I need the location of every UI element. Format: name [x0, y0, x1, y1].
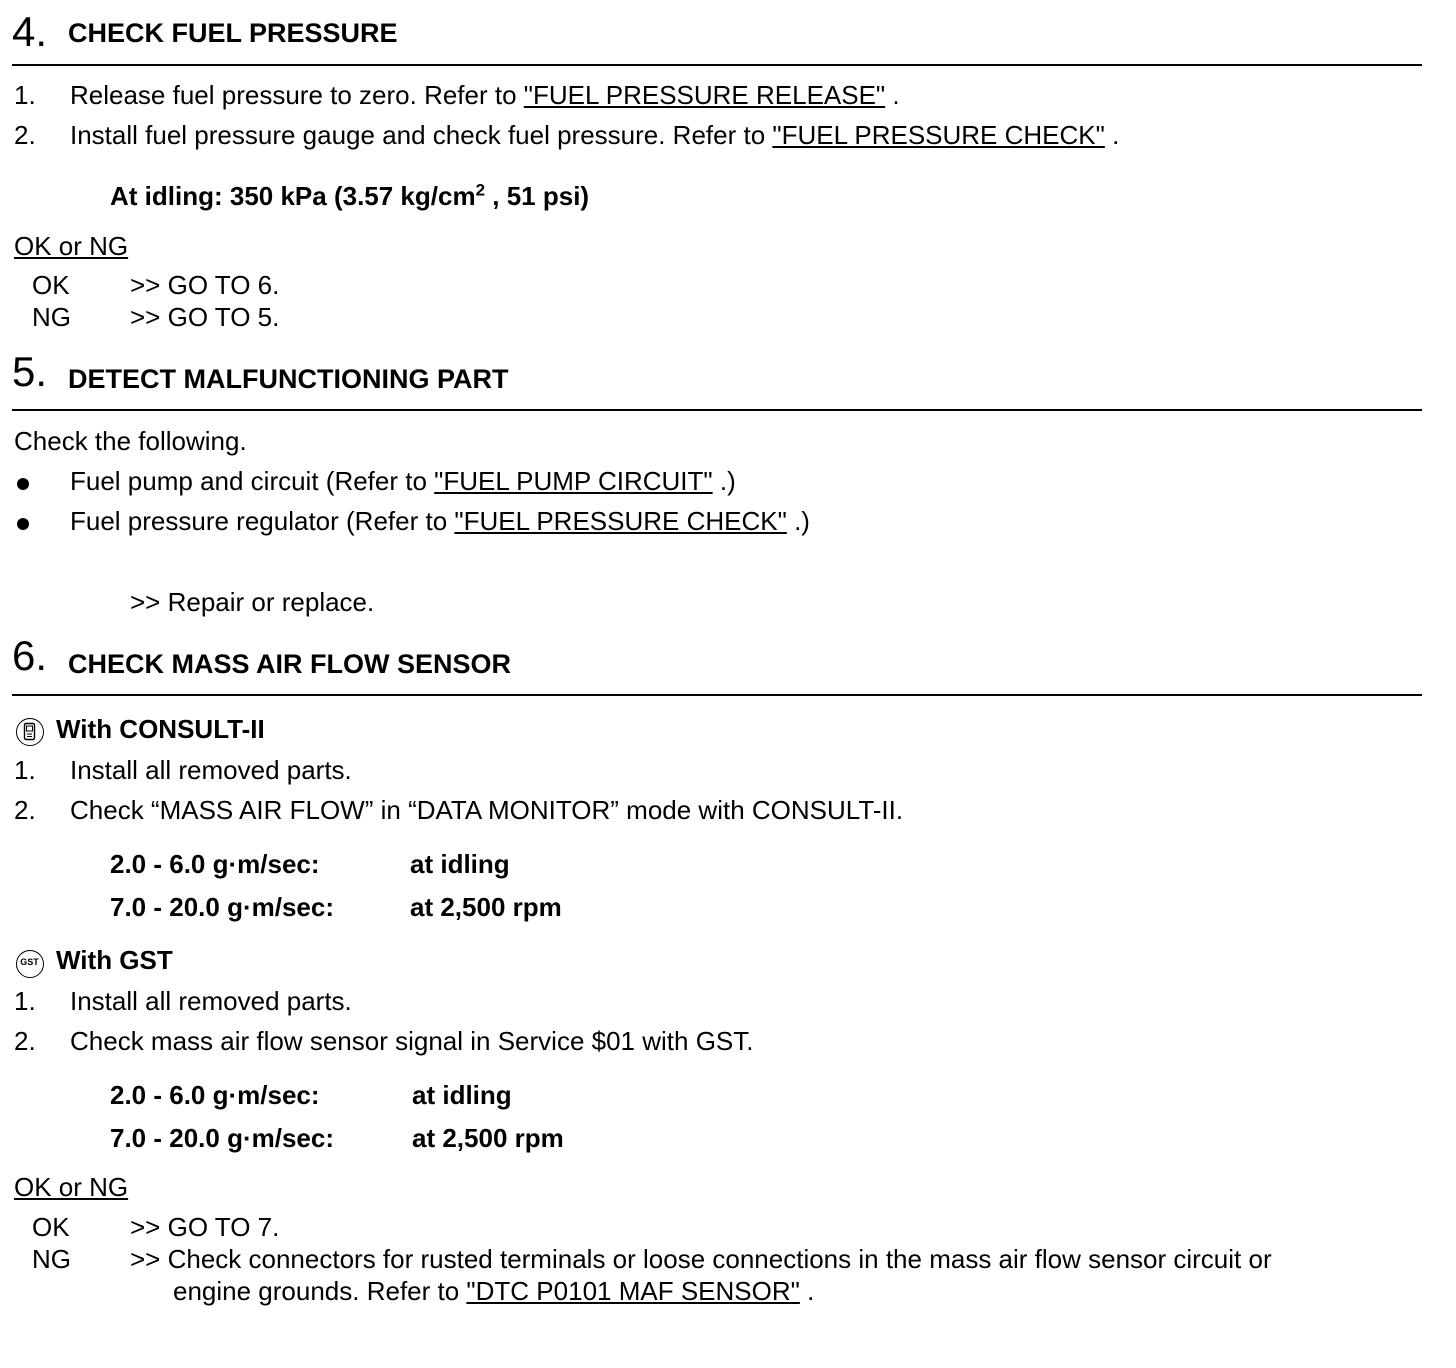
gst-icon [16, 950, 44, 978]
s6-gst-spec-2-value: 7.0 - 20.0 g·m/sec: [110, 1123, 334, 1153]
s5-bullet-2-text: Fuel pressure regulator (Refer to [70, 506, 455, 536]
s6-consult-step-2: Check “MASS AIR FLOW” in “DATA MONITOR” mode with CONSULT-II. [70, 795, 904, 825]
s4-ok-label: OK [32, 270, 70, 300]
s6-consult-spec-2-condition: at 2,500 rpm [410, 892, 562, 922]
s6-gst-step-1: Install all removed parts. [70, 986, 352, 1016]
consult-ii-icon [16, 718, 44, 746]
s6-ok-label: OK [32, 1212, 70, 1242]
s5-bullet-1-text: Fuel pump and circuit (Refer to [70, 466, 435, 496]
section-4-divider [12, 64, 1422, 66]
s5-bullet-2 [70, 506, 810, 536]
s6-consult-step-1-number: 1. [14, 755, 36, 785]
s4-spec-text-end: , 51 psi) [485, 181, 590, 211]
s4-ng-label: NG [32, 302, 71, 332]
s6-consult-step-2-number: 2. [14, 795, 36, 825]
s4-step-2 [70, 120, 1119, 150]
bullet-icon [17, 478, 29, 490]
s4-ok-action: >> GO TO 6. [130, 270, 280, 300]
bullet-icon [17, 518, 29, 530]
s6-gst-step-2: Check mass air flow sensor signal in Service $01 with GST. [70, 1026, 754, 1056]
s4-step-2-number: 2. [14, 120, 36, 150]
s6-ng-action-line-1: >> Check connectors for rusted terminals or loose connections in the mass air flow sensor circuit or [130, 1244, 1272, 1274]
s4-step-1-end: . [885, 80, 900, 110]
section-6-number: 6. [12, 632, 48, 679]
s4-ng-action: >> GO TO 5. [130, 302, 280, 332]
s6-ng-action-text: engine grounds. Refer to [173, 1276, 467, 1306]
s6-gst-step-2-number: 2. [14, 1026, 36, 1056]
s4-ok-ng-label: OK or NG [14, 231, 129, 261]
s5-bullet-1 [70, 466, 736, 496]
link-fuel-pump-circuit[interactable]: "FUEL PUMP CIRCUIT" [434, 466, 713, 496]
section-6-divider [12, 694, 1422, 696]
section-4-number: 4. [12, 8, 48, 55]
section-5-title: DETECT MALFUNCTIONING PART [68, 364, 509, 394]
s6-consult-spec-1-condition: at idling [410, 849, 510, 879]
s6-ok-ng-label: OK or NG [14, 1172, 129, 1202]
link-fuel-pressure-check[interactable]: "FUEL PRESSURE CHECK" [772, 120, 1105, 150]
section-6-title: CHECK MASS AIR FLOW SENSOR [68, 649, 512, 679]
s6-gst-spec-1-value: 2.0 - 6.0 g·m/sec: [110, 1080, 320, 1110]
s4-spec-text: At idling: 350 kPa (3.57 kg/cm [110, 181, 476, 211]
section-5-divider [12, 409, 1422, 411]
s5-intro: Check the following. [14, 426, 247, 456]
s5-bullet-2-end: .) [786, 506, 810, 536]
section-4-title: CHECK FUEL PRESSURE [68, 18, 398, 48]
s4-spec-superscript: 2 [475, 180, 486, 200]
link-dtc-p0101-maf-sensor[interactable]: "DTC P0101 MAF SENSOR" [466, 1276, 800, 1306]
s4-step-2-end: . [1104, 120, 1120, 150]
s5-bullet-1-end: .) [712, 466, 736, 496]
link-fuel-pressure-check-2[interactable]: "FUEL PRESSURE CHECK" [454, 506, 787, 536]
s4-spec [110, 181, 589, 211]
s6-consult-spec-2-value: 7.0 - 20.0 g·m/sec: [110, 892, 334, 922]
s6-ok-action: >> GO TO 7. [130, 1212, 280, 1242]
s6-gst-label: With GST [56, 945, 173, 975]
s6-ng-label: NG [32, 1244, 71, 1274]
s6-ng-action-line-2 [173, 1276, 814, 1306]
s5-action: >> Repair or replace. [130, 587, 375, 617]
s6-consult-step-1: Install all removed parts. [70, 755, 352, 785]
s4-step-1-number: 1. [14, 80, 36, 110]
s6-consult-spec-1-value: 2.0 - 6.0 g·m/sec: [110, 849, 320, 879]
gst-icon-text: GST [20, 957, 39, 967]
link-fuel-pressure-release[interactable]: "FUEL PRESSURE RELEASE" [523, 80, 886, 110]
consult-ii-icon-graphic [17, 719, 42, 744]
s6-gst-spec-2-condition: at 2,500 rpm [412, 1123, 564, 1153]
section-5-number: 5. [12, 348, 48, 395]
s4-step-2-text: Install fuel pressure gauge and check fuel pressure. Refer to [70, 120, 773, 150]
s6-gst-spec-1-condition: at idling [412, 1080, 512, 1110]
s6-gst-step-1-number: 1. [14, 986, 36, 1016]
s6-ng-action-end: . [799, 1276, 815, 1306]
s4-step-1-text: Release fuel pressure to zero. Refer to [70, 80, 524, 110]
s4-step-1 [70, 80, 900, 110]
s6-consult-label: With CONSULT-II [56, 714, 265, 744]
